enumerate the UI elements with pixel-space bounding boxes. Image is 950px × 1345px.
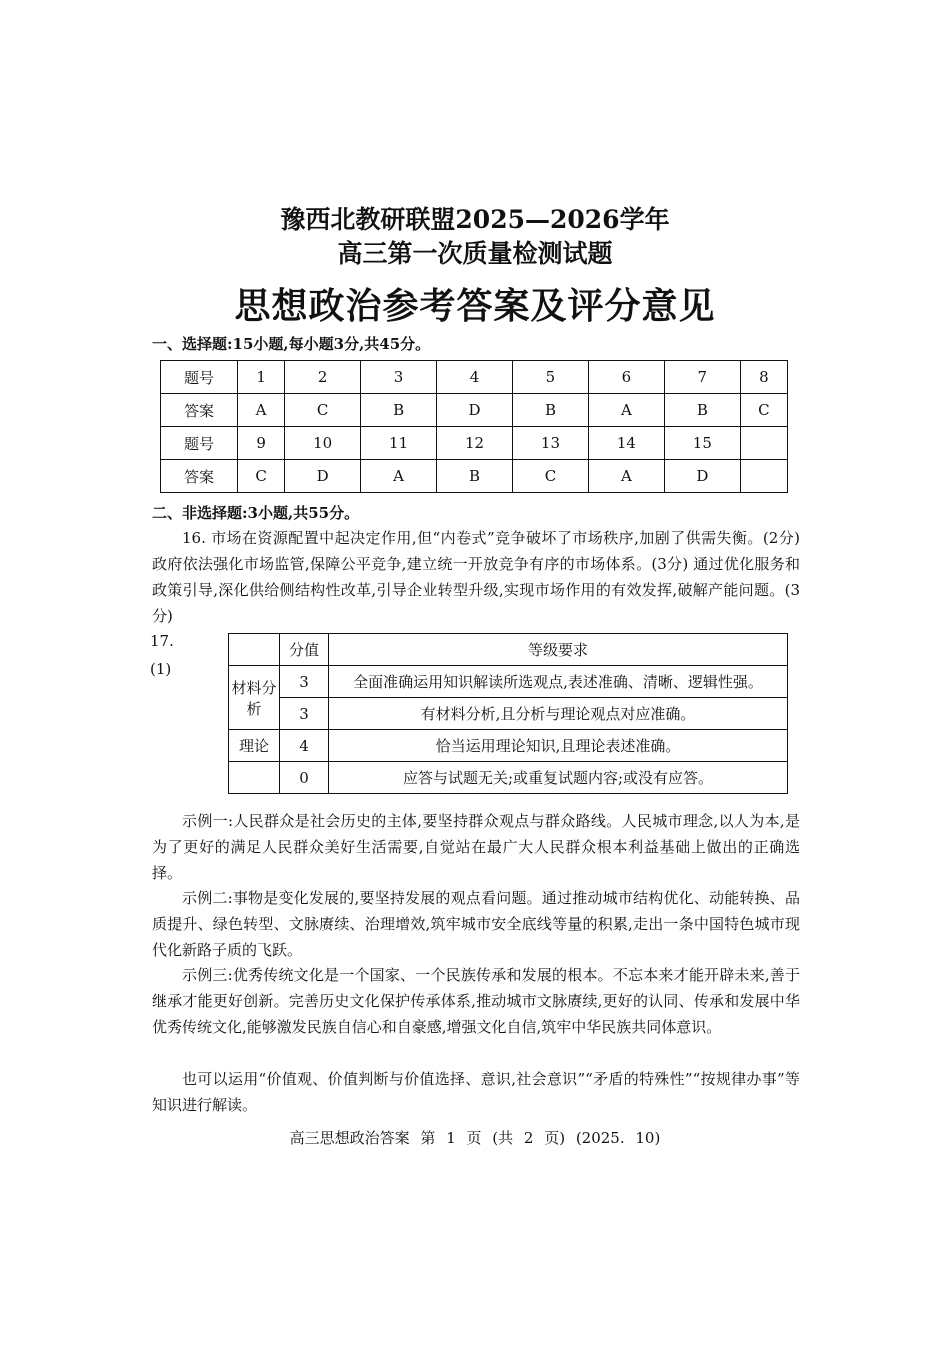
table-row	[229, 698, 788, 730]
table-cell: 14	[588, 427, 664, 460]
table-cell: C	[285, 394, 361, 427]
score-cell: 4	[280, 730, 329, 762]
table-cell: D	[285, 460, 361, 493]
empty-category-cell	[229, 762, 280, 794]
table-cell: D	[437, 394, 513, 427]
table-cell: C	[740, 394, 787, 427]
table-row	[229, 762, 788, 794]
score-cell: 0	[280, 762, 329, 794]
table-cell: B	[437, 460, 513, 493]
table-cell: A	[588, 394, 664, 427]
row-label: 答案	[161, 394, 238, 427]
page-footer: 高三思想政治答案 第 1 页 (共 2 页) (2025. 10)	[289, 1129, 661, 1147]
multiple-choice-answer-table	[160, 360, 788, 493]
table-row	[161, 394, 788, 427]
additional-knowledge-note: 也可以运用“价值观、价值判断与价值选择、意识,社会意识”“矛盾的特殊性”“按规律办事”等知识进行解读。	[152, 1070, 800, 1114]
score-cell: 3	[280, 698, 329, 730]
question-17-number: 17.	[150, 632, 174, 650]
exam-title: 高三第一次质量检测试题	[337, 239, 613, 268]
section2-heading: 二、非选择题:3小题,共55分。	[152, 504, 360, 522]
table-cell: 5	[512, 361, 588, 394]
table-cell: D	[664, 460, 740, 493]
empty-header-cell	[229, 634, 280, 666]
requirement-cell: 全面准确运用知识解读所选观点,表述准确、清晰、逻辑性强。	[329, 666, 788, 698]
alliance-title: 豫西北教研联盟2025—2026学年	[280, 205, 670, 234]
table-cell: 8	[740, 361, 787, 394]
question-17-subpart: (1)	[150, 660, 172, 678]
table-cell: 10	[285, 427, 361, 460]
score-header: 分值	[280, 634, 329, 666]
table-cell: A	[361, 460, 437, 493]
table-cell	[740, 460, 787, 493]
table-cell: B	[361, 394, 437, 427]
section1-heading: 一、选择题:15小题,每小题3分,共45分。	[152, 335, 431, 353]
example-three: 示例三:优秀传统文化是一个国家、一个民族传承和发展的根本。不忘本来才能开辟未来,善于继承才能更好创新。完善历史文化保护传承体系,推动城市文脉赓续,更好的认同、传承和发展中华优秀传统文化,能够激发民族自信心和自豪感,增强文化自信,筑牢中华民族共同体意识。	[152, 966, 800, 1036]
table-cell: 9	[238, 427, 285, 460]
table-cell: 3	[361, 361, 437, 394]
table-cell: A	[238, 394, 285, 427]
requirement-cell: 应答与试题无关;或重复试题内容;或没有应答。	[329, 762, 788, 794]
table-cell: C	[238, 460, 285, 493]
row-label: 题号	[161, 361, 238, 394]
table-row	[229, 730, 788, 762]
requirement-cell: 恰当运用理论知识,且理论表述准确。	[329, 730, 788, 762]
example-one: 示例一:人民群众是社会历史的主体,要坚持群众观点与群众路线。人民城市理念,以人为本,是为了更好的满足人民群众美好生活需要,自觉站在最广大人民群众根本利益基础上做出的正确选择。	[152, 812, 800, 882]
table-row	[161, 427, 788, 460]
table-cell: 12	[437, 427, 513, 460]
table-row	[161, 460, 788, 493]
table-cell: 6	[588, 361, 664, 394]
document-title: 思想政治参考答案及评分意见	[234, 285, 716, 327]
table-cell: 7	[664, 361, 740, 394]
table-cell: C	[512, 460, 588, 493]
example-two: 示例二:事物是变化发展的,要坚持发展的观点看问题。通过推动城市结构优化、动能转换、品质提升、绿色转型、文脉赓续、治理增效,筑牢城市安全底线等量的积累,走出一条中国特色城市现代化新路子质的飞跃。	[152, 889, 800, 959]
table-cell: 2	[285, 361, 361, 394]
category-material-analysis: 材料分析	[229, 666, 280, 730]
table-header-row	[229, 634, 788, 666]
grading-criteria-table	[228, 633, 788, 794]
table-cell: 1	[238, 361, 285, 394]
category-theory: 理论	[229, 730, 280, 762]
table-cell: A	[588, 460, 664, 493]
table-row	[161, 361, 788, 394]
question-16-answer: 16. 市场在资源配置中起决定作用,但“内卷式”竞争破坏了市场秩序,加剧了供需失衡。(2分) 政府依法强化市场监管,保障公平竞争,建立统一开放竞争有序的市场体系。(3分) 通过优化服务和政策引导,深化供给侧结构性改革,引导企业转型升级,实现市场作用的有效发挥,破解产能问题。(3分)	[152, 529, 800, 625]
table-cell: B	[664, 394, 740, 427]
table-cell: 15	[664, 427, 740, 460]
table-cell: B	[512, 394, 588, 427]
table-cell: 13	[512, 427, 588, 460]
row-label: 答案	[161, 460, 238, 493]
table-cell: 4	[437, 361, 513, 394]
requirement-header: 等级要求	[329, 634, 788, 666]
requirement-cell: 有材料分析,且分析与理论观点对应准确。	[329, 698, 788, 730]
score-cell: 3	[280, 666, 329, 698]
table-cell	[740, 427, 787, 460]
row-label: 题号	[161, 427, 238, 460]
table-cell: 11	[361, 427, 437, 460]
table-row	[229, 666, 788, 698]
